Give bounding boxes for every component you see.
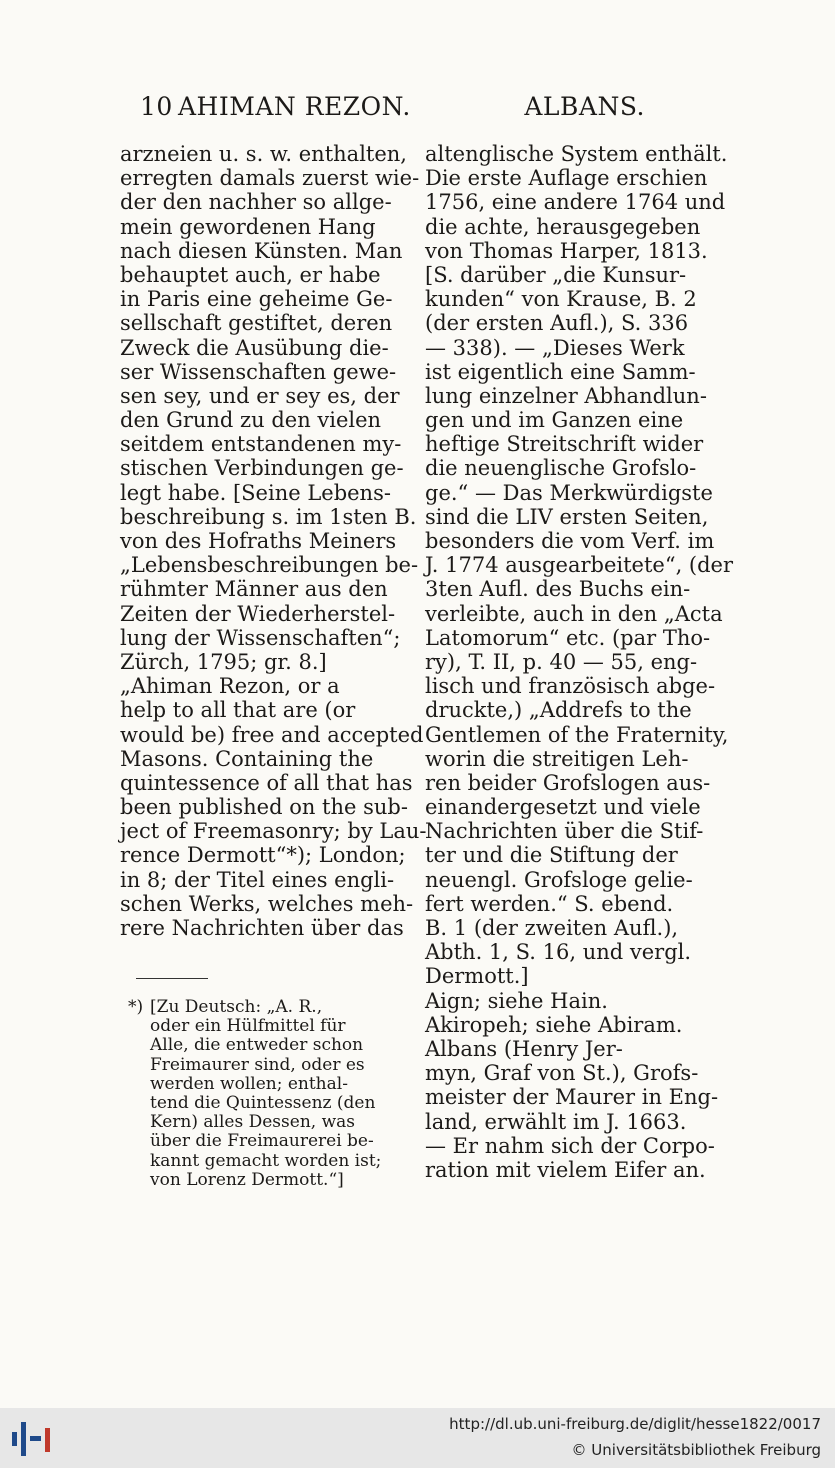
text-line: rühmter Männer aus den (120, 577, 388, 602)
footnote-line: Kern) alles Dessen, was (150, 1112, 355, 1133)
text-line: land, erwählt im J. 1663. (425, 1109, 687, 1134)
text-line: Abth. 1, S. 16, und vergl. (425, 940, 692, 965)
text-line: ist eigentlich eine Samm- (425, 359, 696, 384)
text-line: myn, Graf von St.), Grofs- (425, 1061, 699, 1086)
text-line: 3ten Aufl. des Buchs ein- (425, 577, 691, 602)
text-line: in Paris eine geheime Ge- (120, 287, 393, 312)
text-line: ration mit vielem Eifer an. (425, 1157, 706, 1182)
text-line: verleibte, auch in den „Acta (425, 601, 723, 626)
text-line: Albans (Henry Jer- (425, 1036, 623, 1061)
footnote-line: oder ein Hülfmittel für (150, 1016, 346, 1037)
footnote-marker: *) (128, 997, 144, 1017)
text-line: schen Werks, welches meh- (120, 891, 414, 916)
text-line: would be) free and accepted (120, 722, 424, 747)
text-line: fert werden.“ S. ebend. (425, 891, 674, 916)
text-line: Aign; siehe Hain. (425, 988, 608, 1013)
footnote-line: von Lorenz Dermott.“] (150, 1169, 344, 1190)
text-line: sen sey, und er sey es, der (120, 383, 400, 408)
running-head: ALBANS. (524, 92, 645, 121)
text-line: 1756, eine andere 1764 und (425, 190, 726, 215)
text-line: druckte,) „Addrefs to the (425, 698, 692, 723)
text-line: erregten damals zuerst wie- (120, 166, 420, 191)
text-line: ject of Freemasonry; by Lau- (120, 819, 427, 844)
text-line: (der ersten Aufl.), S. 336 (425, 311, 689, 336)
footnote-line: kannt gemacht worden ist; (150, 1150, 382, 1171)
text-line: „Ahiman Rezon, or a (120, 674, 340, 699)
page-url-link[interactable]: http://dl.ub.uni-freiburg.de/diglit/hesse1822/0017 (449, 1415, 821, 1433)
text-line: „Lebensbeschreibungen be- (120, 553, 419, 578)
text-line: help to all that are (or (120, 698, 356, 723)
text-line: ge.“ — Das Merkwürdigste (425, 480, 713, 505)
text-line: altenglische System enthält. (425, 142, 728, 166)
text-line: Dermott.] (425, 964, 529, 989)
page-number: 10 (140, 92, 173, 121)
text-line: die neuenglische Grofslo- (425, 456, 697, 481)
text-line: lung einzelner Abhandlun- (425, 383, 707, 408)
text-line: Zeiten der Wiederherstel- (120, 601, 396, 626)
footnote-line: [Zu Deutsch: „A. R., (150, 997, 323, 1017)
copyright-notice: © Universitätsbibliothek Freiburg (571, 1441, 821, 1459)
text-line: beschreibung s. im 1sten B. (120, 504, 417, 529)
library-logo-icon[interactable] (10, 1418, 52, 1460)
text-line: sind die LIV ersten Seiten, (425, 504, 709, 529)
text-line: legt habe. [Seine Lebens- (120, 480, 391, 505)
footnote-line: Freimaurer sind, oder es (150, 1054, 365, 1075)
text-line: meister der Maurer in Eng- (425, 1085, 719, 1110)
viewer-footer (0, 1408, 835, 1468)
text-line: gen und im Ganzen eine (425, 408, 684, 433)
text-line: besonders die vom Verf. im (425, 529, 715, 553)
text-line: arzneien u. s. w. enthalten, (120, 142, 407, 166)
text-line: die achte, herausgegeben (425, 214, 701, 239)
footnote-line: über die Freimaurerei be- (150, 1131, 374, 1152)
text-line: Latomorum“ etc. (par Tho- (425, 625, 711, 650)
text-line: mein gewordenen Hang (120, 214, 376, 239)
text-line: kunden“ von Krause, B. 2 (425, 287, 697, 312)
text-line: Die erste Auflage erschien (425, 166, 708, 191)
text-line: quintessence of all that has (120, 770, 413, 795)
text-line: heftige Streitschrift wider (425, 432, 704, 457)
text-line: worin die streitigen Leh- (425, 746, 689, 771)
footnote-body (150, 998, 410, 1190)
text-line: been published on the sub- (120, 795, 408, 820)
text-line: J. 1774 ausgearbeitete“, (der (425, 553, 734, 578)
text-line: rence Dermott“*); London; (120, 843, 406, 868)
footnote-line: Alle, die entweder schon (150, 1035, 364, 1056)
text-line: ry), T. II, p. 40 — 55, eng- (425, 649, 698, 674)
text-line: Akiropeh; siehe Abiram. (425, 1012, 683, 1037)
left-column (120, 142, 427, 940)
text-line: Zweck die Ausübung die- (120, 335, 389, 360)
text-line: nach diesen Künsten. Man (120, 238, 403, 263)
text-line: — 338). — „Dieses Werk (425, 335, 685, 360)
text-line: lung der Wissenschaften“; (120, 625, 401, 650)
text-line: ren beider Grofslogen aus- (425, 770, 711, 795)
text-line: der den nachher so allge- (120, 190, 392, 215)
text-line: lisch und französisch abge- (425, 674, 716, 699)
text-line: ser Wissenschaften gewe- (120, 359, 397, 384)
footnote-line: tend die Quintessenz (den (150, 1092, 376, 1113)
text-line: Zürch, 1795; gr. 8.] (120, 649, 327, 674)
text-line: rere Nachrichten über das (120, 916, 404, 940)
text-line: [S. darüber „die Kunsur- (425, 262, 687, 287)
page-title: AHIMAN REZON. (178, 92, 411, 121)
text-line: einandergesetzt und viele (425, 795, 701, 820)
text-line: — Er nahm sich der Corpo- (425, 1133, 715, 1158)
text-line: sellschaft gestiftet, deren (120, 311, 393, 336)
text-line: neuengl. Grofsloge gelie- (425, 867, 693, 892)
text-line: den Grund zu den vielen (120, 408, 382, 433)
text-line: seitdem entstandenen my- (120, 432, 402, 457)
text-line: Masons. Containing the (120, 746, 374, 771)
text-line: Gentlemen of the Fraternity, (425, 722, 729, 747)
text-line: behauptet auch, er habe (120, 262, 381, 287)
text-line: Nachrichten über die Stif- (425, 819, 704, 844)
text-line: B. 1 (der zweiten Aufl.), (425, 916, 679, 940)
text-line: stischen Verbindungen ge- (120, 456, 404, 481)
text-line: von Thomas Harper, 1813. (425, 238, 708, 263)
text-line: in 8; der Titel eines engli- (120, 867, 395, 892)
text-line: von des Hofraths Meiners (120, 529, 397, 553)
footnote-rule (136, 978, 208, 979)
right-column (425, 142, 740, 1182)
footnote-line: werden wollen; enthal- (150, 1073, 348, 1094)
text-line: ter und die Stiftung der (425, 843, 678, 868)
